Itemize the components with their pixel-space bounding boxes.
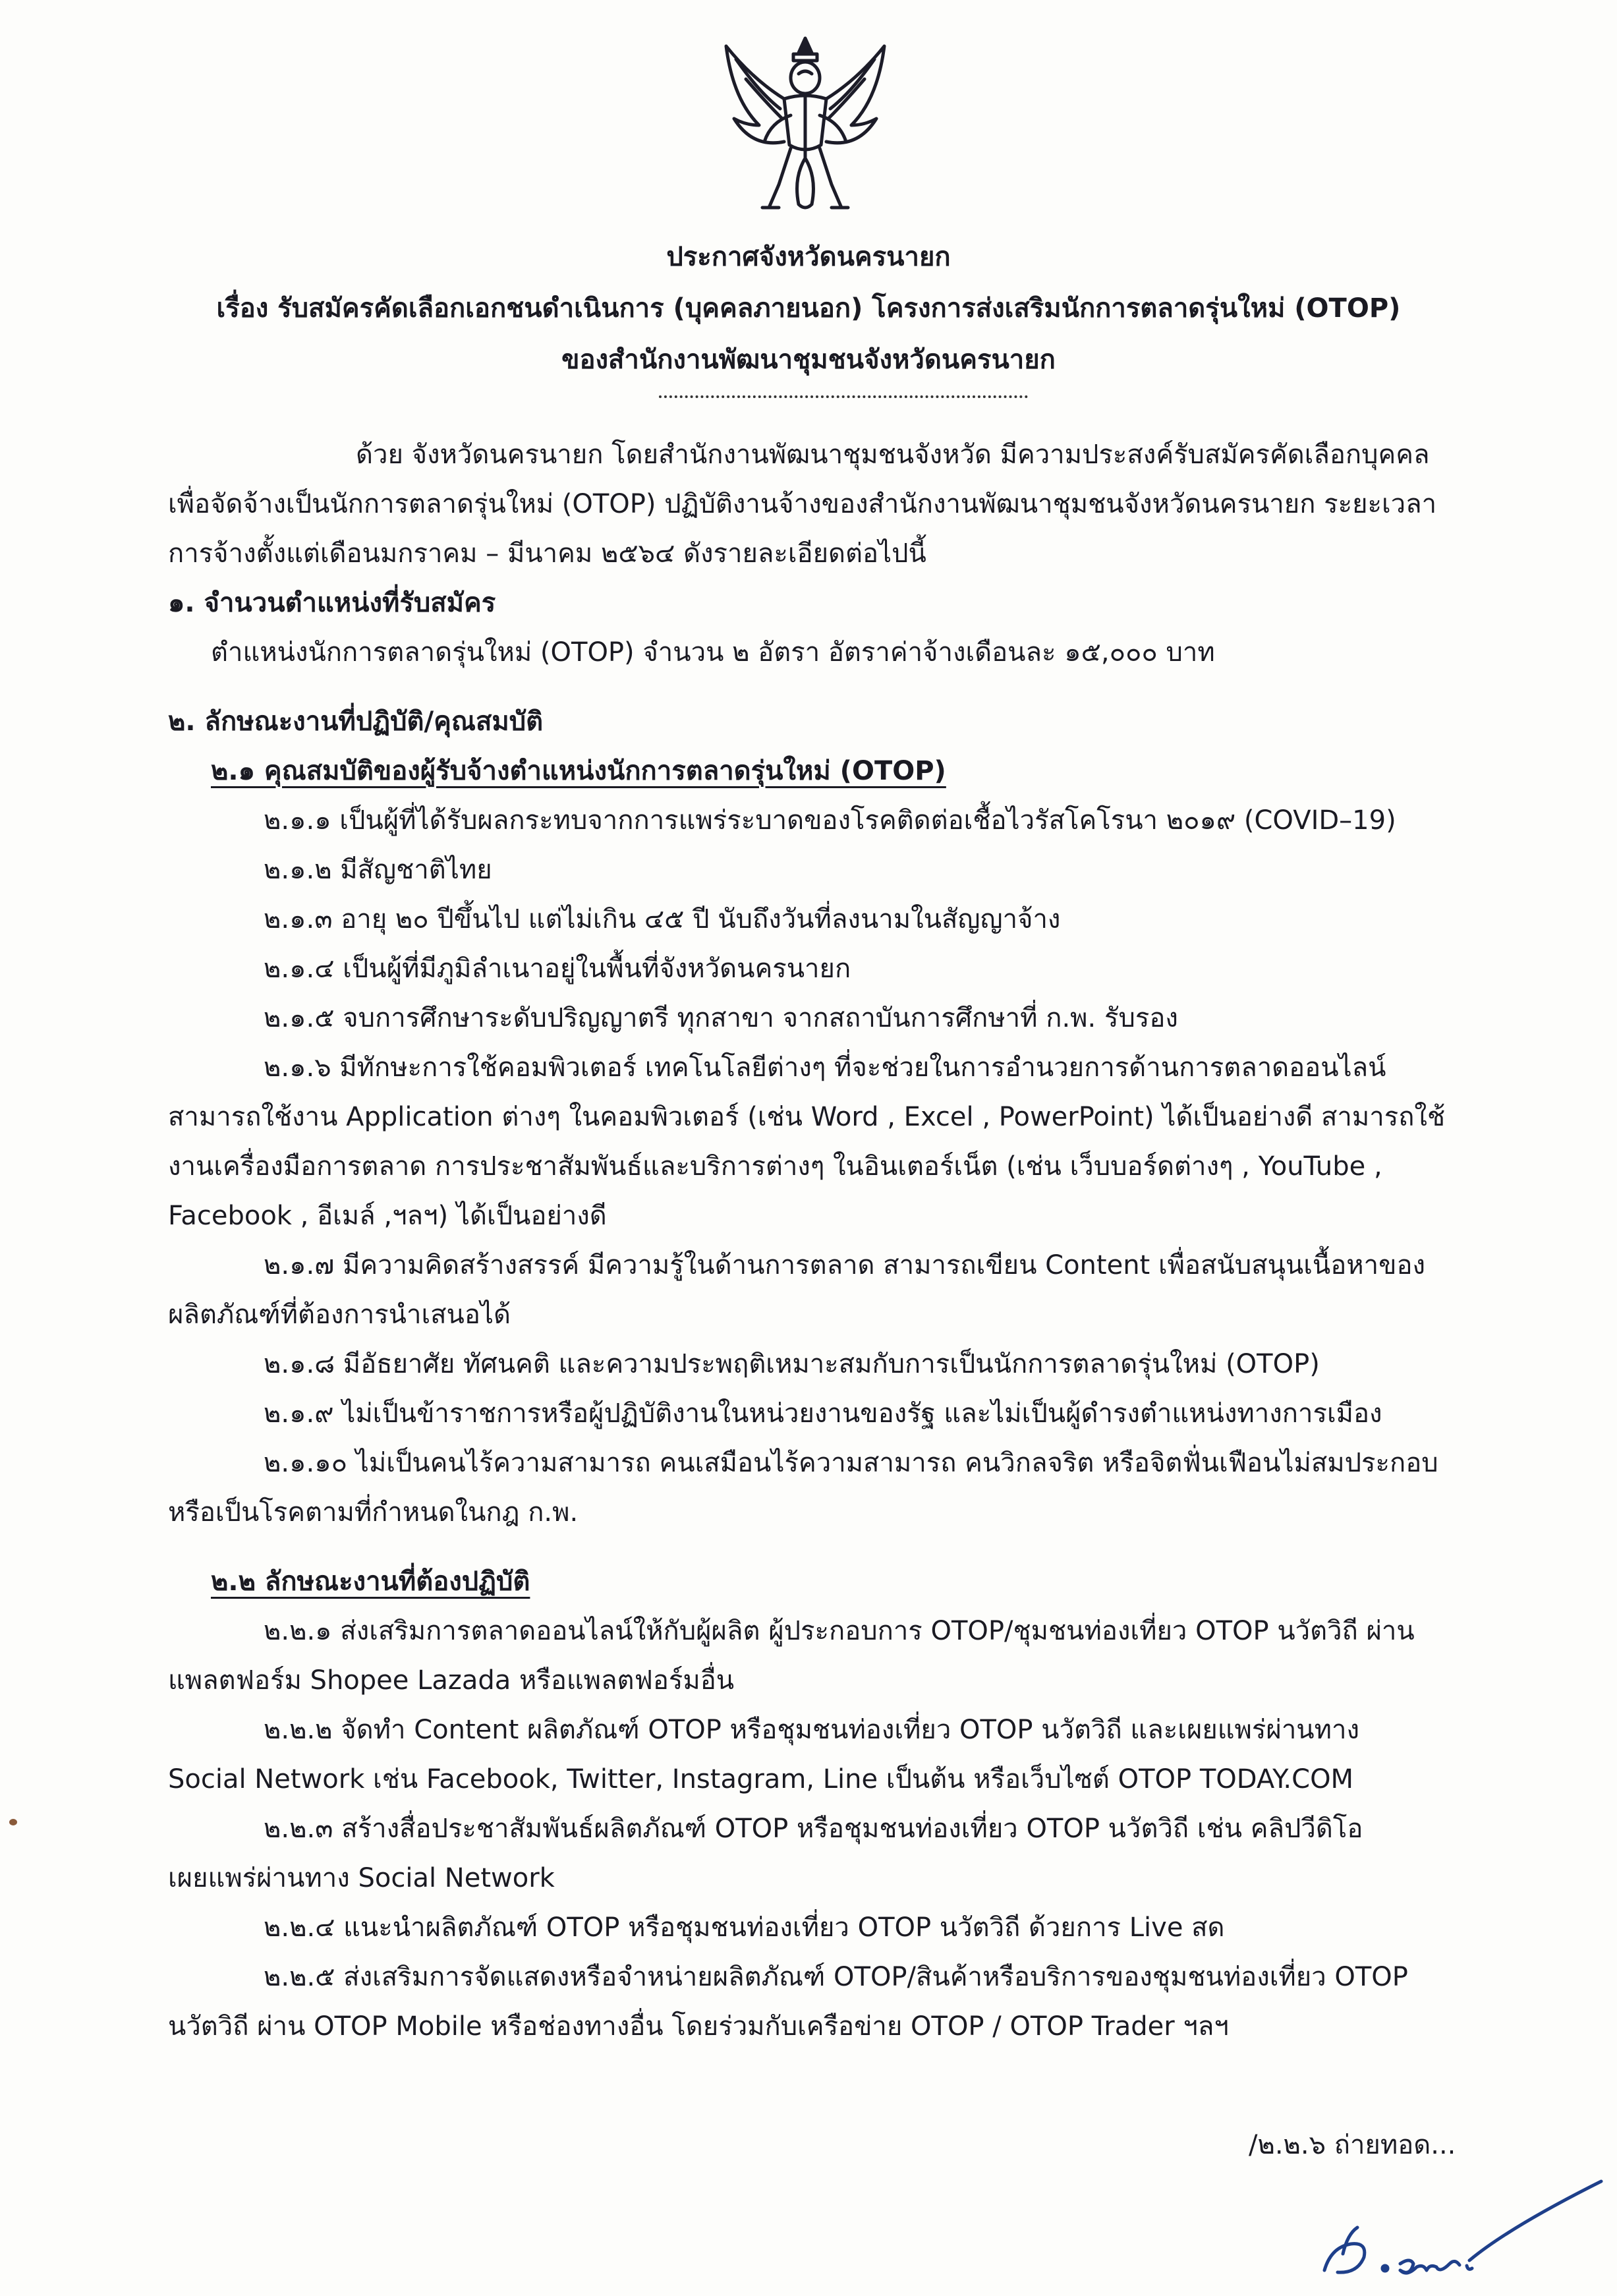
duty-item-cont: แพลตฟอร์ม Shopee Lazada หรือแพลตฟอร์มอื่น bbox=[168, 1665, 735, 1696]
section-1-text: ตำแหน่งนักการตลาดรุ่นใหม่ (OTOP) จำนวน ๒ อัตรา อัตราค่าจ้างเดือนละ ๑๕,๐๐๐ บาท bbox=[211, 637, 1215, 668]
qualification-item: ๒.๑.๗ มีความคิดสร้างสรรค์ มีความรู้ในด้านการตลาด สามารถเขียน Content เพื่อสนับสนุนเนื้อหาของ bbox=[264, 1250, 1426, 1280]
title-separator bbox=[659, 395, 1028, 398]
duty-item-cont: เผยแพร่ผ่านทาง Social Network bbox=[168, 1863, 555, 1893]
duty-item-cont: Social Network เช่น Facebook, Twitter, Instagram, Line เป็นต้น หรือเว็บไซต์ OTOP TODAY.COM bbox=[168, 1764, 1354, 1794]
section-2-1-heading: ๒.๑ คุณสมบัติของผู้รับจ้างตำแหน่งนักการตลาดรุ่นใหม่ (OTOP) bbox=[211, 756, 946, 786]
duty-item-cont: นวัตวิถี ผ่าน OTOP Mobile หรือช่องทางอื่น โดยร่วมกับเครือข่าย OTOP / OTOP Trader ฯลฯ bbox=[168, 2011, 1229, 2042]
duty-item: ๒.๒.๔ แนะนำผลิตภัณฑ์ OTOP หรือชุมชนท่องเที่ยว OTOP นวัตวิถี ด้วยการ Live สด bbox=[264, 1912, 1225, 1943]
qualification-item-cont: Facebook , อีเมล์ ,ฯลฯ) ได้เป็นอย่างดี bbox=[168, 1201, 607, 1231]
qualification-item-cont: หรือเป็นโรคตามที่กำหนดในกฎ ก.พ. bbox=[168, 1497, 579, 1528]
qualification-item: ๒.๑.๕ จบการศึกษาระดับปริญญาตรี ทุกสาขา จากสถาบันการศึกษาที่ ก.พ. รับรอง bbox=[264, 1003, 1178, 1033]
duty-item: ๒.๒.๕ ส่งเสริมการจัดแสดงหรือจำหน่ายผลิตภัณฑ์ OTOP/สินค้าหรือบริการของชุมชนท่องเที่ยว OTOP bbox=[264, 1962, 1408, 1992]
section-2-2-heading: ๒.๒ ลักษณะงานที่ต้องปฏิบัติ bbox=[211, 1566, 530, 1597]
duty-item: ๒.๒.๑ ส่งเสริมการตลาดออนไลน์ให้กับผู้ผลิต ผู้ประกอบการ OTOP/ชุมชนท่องเที่ยว OTOP นวัตวิถี ผ่าน bbox=[264, 1616, 1415, 1646]
garuda-emblem-icon bbox=[706, 26, 904, 224]
qualification-item: ๒.๑.๘ มีอัธยาศัย ทัศนคติ และความประพฤติเหมาะสมกับการเป็นนักการตลาดรุ่นใหม่ (OTOP) bbox=[264, 1349, 1320, 1379]
qualification-item-cont: สามารถใช้งาน Application ต่างๆ ในคอมพิวเตอร์ (เช่น Word , Excel , PowerPoint) ได้เป็นอย่างดี สามารถใช้ bbox=[168, 1102, 1446, 1132]
qualification-item: ๒.๑.๙ ไม่เป็นข้าราชการหรือผู้ปฏิบัติงานในหน่วยงานของรัฐ และไม่เป็นผู้ดำรงตำแหน่งทางการเมือง bbox=[264, 1398, 1382, 1429]
qualification-item: ๒.๑.๑๐ ไม่เป็นคนไร้ความสามารถ คนเสมือนไร้ความสามารถ คนวิกลจริต หรือจิตฟั่นเฟือนไม่สมประกอบ bbox=[264, 1448, 1438, 1478]
duty-item: ๒.๒.๓ สร้างสื่อประชาสัมพันธ์ผลิตภัณฑ์ OTOP หรือชุมชนท่องเที่ยว OTOP นวัตวิถี เช่น คลิปวีดิโอ bbox=[264, 1814, 1363, 1844]
section-2-heading: ๒. ลักษณะงานที่ปฏิบัติ/คุณสมบัติ bbox=[168, 706, 544, 737]
next-page-reference: /๒.๒.๖ ถ่ายทอด... bbox=[1249, 2130, 1456, 2160]
document-subject: เรื่อง รับสมัครคัดเลือกเอกชนดำเนินการ (บุคคลภายนอก) โครงการส่งเสริมนักการตลาดรุ่นใหม่ (OTOP) bbox=[216, 293, 1401, 324]
duty-item: ๒.๒.๒ จัดทำ Content ผลิตภัณฑ์ OTOP หรือชุมชนท่องเที่ยว OTOP นวัตวิถี และเผยแพร่ผ่านทาง bbox=[264, 1715, 1359, 1745]
signature-icon bbox=[1311, 2155, 1608, 2293]
intro-line: ด้วย จังหวัดนครนายก โดยสำนักงานพัฒนาชุมชนจังหวัด มีความประสงค์รับสมัครคัดเลือกบุคคล bbox=[356, 440, 1430, 470]
qualification-item: ๒.๑.๓ อายุ ๒๐ ปีขึ้นไป แต่ไม่เกิน ๔๕ ปี นับถึงวันที่ลงนามในสัญญาจ้าง bbox=[264, 904, 1061, 934]
document-title: ประกาศจังหวัดนครนายก bbox=[666, 242, 951, 272]
document-subject-cont: ของสำนักงานพัฒนาชุมชนจังหวัดนครนายก bbox=[561, 345, 1056, 375]
qualification-item: ๒.๑.๖ มีทักษะการใช้คอมพิวเตอร์ เทคโนโลยีต่างๆ ที่จะช่วยในการอำนวยการด้านการตลาดออนไลน์ bbox=[264, 1052, 1386, 1083]
qualification-item-cont: ผลิตภัณฑ์ที่ต้องการนำเสนอได้ bbox=[168, 1300, 511, 1330]
section-1-heading: ๑. จำนวนตำแหน่งที่รับสมัคร bbox=[168, 588, 496, 618]
intro-line: การจ้างตั้งแต่เดือนมกราคม – มีนาคม ๒๕๖๔ ดังรายละเอียดต่อไปนี้ bbox=[168, 538, 926, 569]
intro-line: เพื่อจัดจ้างเป็นนักการตลาดรุ่นใหม่ (OTOP) ปฏิบัติงานจ้างของสำนักงานพัฒนาชุมชนจังหวัดนครนายก ระยะเวลา bbox=[168, 489, 1437, 519]
qualification-item: ๒.๑.๒ มีสัญชาติไทย bbox=[264, 855, 492, 885]
scan-speck bbox=[9, 1819, 17, 1825]
qualification-item-cont: งานเครื่องมือการตลาด การประชาสัมพันธ์และบริการต่างๆ ในอินเตอร์เน็ต (เช่น เว็บบอร์ดต่างๆ , YouTube , bbox=[168, 1151, 1382, 1182]
qualification-item: ๒.๑.๔ เป็นผู้ที่มีภูมิลำเนาอยู่ในพื้นที่จังหวัดนครนายก bbox=[264, 954, 851, 984]
qualification-item: ๒.๑.๑ เป็นผู้ที่ได้รับผลกระทบจากการแพร่ระบาดของโรคติดต่อเชื้อไวรัสโคโรนา ๒๐๑๙ (COVID–19) bbox=[264, 805, 1396, 836]
